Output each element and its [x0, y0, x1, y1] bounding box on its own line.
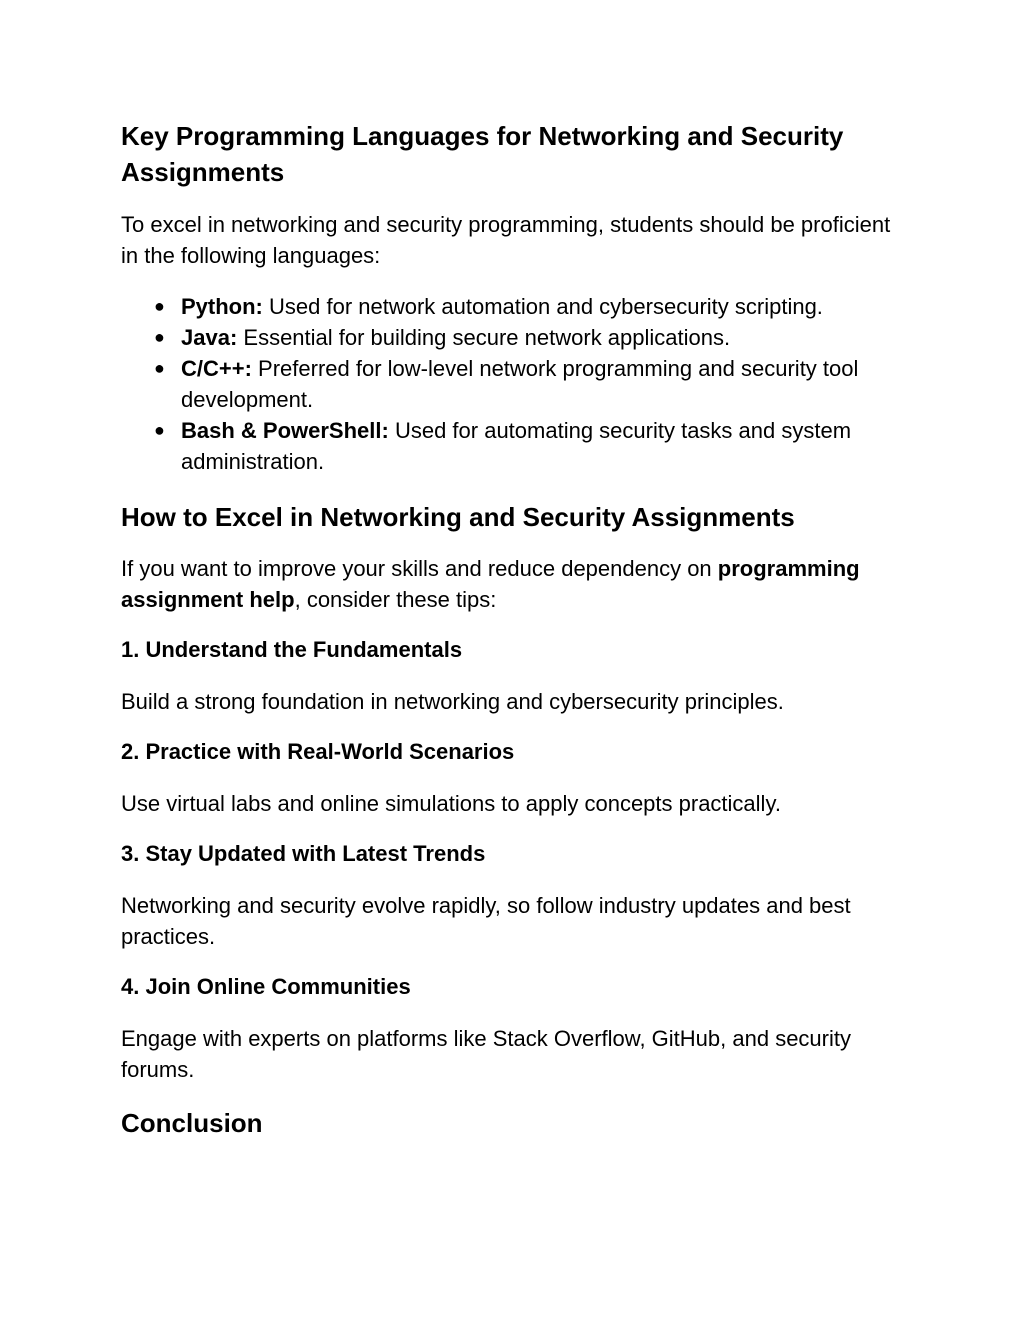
list-item-text: Used for network automation and cybersecurity scripting.: [262, 294, 823, 319]
document-page: [121, 118, 911, 1159]
languages-list: [121, 291, 911, 477]
list-item-term: Python:: [181, 294, 263, 319]
list-item: [121, 291, 911, 322]
list-item-term: C/C++:: [181, 356, 252, 381]
list-item-text: Essential for building secure network applications.: [237, 325, 731, 350]
tip-heading: 2. Practice with Real-World Scenarios: [121, 739, 515, 764]
tip-heading: 3. Stay Updated with Latest Trends: [121, 841, 486, 866]
list-item: [121, 415, 911, 477]
list-item: [121, 322, 911, 353]
tip-text: Use virtual labs and online simulations to apply concepts practically.: [121, 791, 781, 816]
excel-intro-before: If you want to improve your skills and reduce dependency on: [121, 556, 718, 581]
tip-text: Engage with experts on platforms like Stack Overflow, GitHub, and security forums.: [121, 1026, 851, 1082]
tip-text: Networking and security evolve rapidly, so follow industry updates and best practices.: [121, 893, 851, 949]
excel-intro-after: , consider these tips:: [294, 587, 497, 612]
section-heading-excel: How to Excel in Networking and Security Assignments: [121, 502, 795, 532]
bullet-icon: ●: [154, 420, 165, 440]
list-item-text: Used for automating security tasks and system administration.: [181, 418, 852, 474]
bullet-icon: ●: [154, 358, 165, 378]
list-item-text: Preferred for low-level network programming and security tool development.: [181, 356, 859, 412]
list-item-term: Java:: [181, 325, 238, 350]
section-heading-languages: Key Programming Languages for Networking and Security Assignments: [121, 121, 844, 187]
excel-intro: [121, 553, 911, 615]
section-heading-conclusion: Conclusion: [121, 1108, 263, 1138]
bullet-icon: ●: [154, 327, 165, 347]
bullet-icon: ●: [154, 296, 165, 316]
tip-heading: 4. Join Online Communities: [121, 974, 411, 999]
list-item-term: Bash & PowerShell:: [181, 418, 389, 443]
excel-intro-link-text: programming assignment help: [121, 556, 860, 612]
languages-intro: To excel in networking and security programming, students should be proficient in the following languages:: [121, 212, 891, 268]
tip-heading: 1. Understand the Fundamentals: [121, 637, 463, 662]
list-item: [121, 353, 911, 415]
tip-text: Build a strong foundation in networking and cybersecurity principles.: [121, 689, 784, 714]
